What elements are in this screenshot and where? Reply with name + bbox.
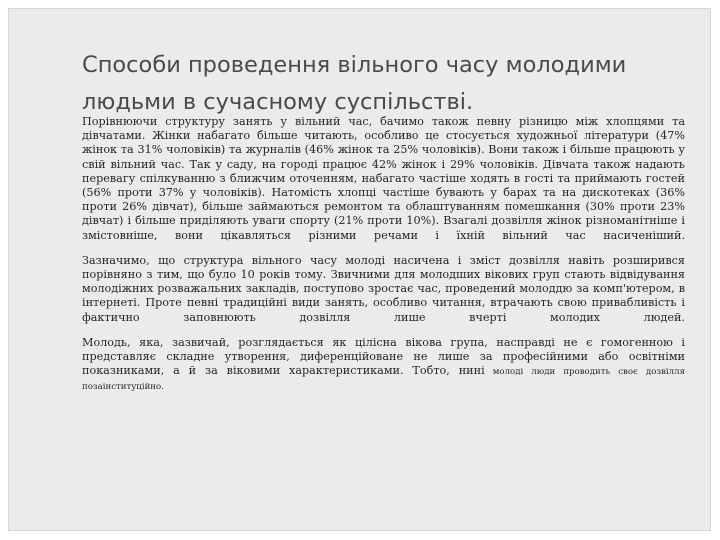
paragraph-3-small: молоді люди проводить своє дозвілля позаінституційно. — [82, 367, 686, 393]
paragraph-2: Зазначимо, що структура вільного часу молоді насичена і зміст дозвілля навіть розширився порівняно з тим, що було 10 років тому. Звичними для молодших вікових груп стають відвідування молодіжних розважальних закладів, поступово зростає час, проведений молоддю за комп'ютером, в інтернеті. Проте певні традиційні види занять, особливо читання, втрачають свою привабливість і фактично заповнюють дозвілля лише вчерті молодих людей. — [82, 253, 685, 324]
slide-title: Способи проведення вільного часу молодими людьми в сучасному суспільстві. — [82, 52, 627, 115]
paragraph-3-main: Молодь, яка, зазвичай, розглядається як цілісна вікова група, насправді не є гомогенною і представляє складне утворення, диференційоване не лише за професійними або освітніми показниками, а й за віковими характеристиками. Тобто, нині — [82, 335, 685, 378]
paragraph-3 — [82, 336, 685, 395]
slide-body — [82, 115, 685, 406]
paragraph-1: Порівнюючи структуру занять у вільний час, бачимо також певну різницю між хлопцями та дівчатами. Жінки набагато більше читають, особливо це стосується художньої літератури (47% жінок та 31% чоловіків) та журналів (46% жінок та 25% чоловіків). Вони також і більше працюють у свій вільний час. Так у саду, на городі працює 42% жінок і 29% чоловіків. Дівчата також надають перевагу спілкуванню з ближчим оточенням, набагато частіше ходять в гості та приймають гостей (56% проти 37% у чоловіків). Натомість хлопці частіше бувають у барах та на дискотеках (36% проти 26% дівчат), більше займаються ремонтом та облаштуванням помешкання (30% проти 23% дівчат) і більше приділяють уваги спорту (21% проти 10%). Взагалі дозвілля жінок різноманітніше і змістовніше, вони цікавляться різними речами і їхній вільний час насиченіший. — [82, 115, 685, 242]
slide — [8, 8, 711, 531]
